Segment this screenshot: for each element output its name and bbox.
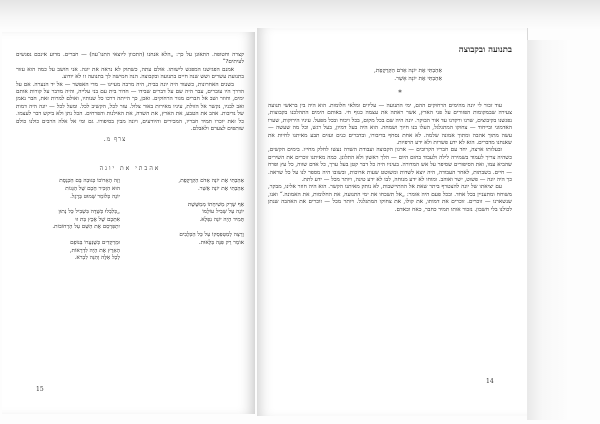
poem-line: וְרָצָה לְמִטְפַּסְקוֹ עַל כָּל הַכְּלָבִים	[179, 232, 244, 239]
poem-line: אוֹמֵר רַק פִּנָּה בַּלָּאוּת.	[198, 240, 244, 247]
poem-line: „כְּלִבְלוּ כְּשֶׁדָה בִּשְׁבִיל כָּל נָתוּן	[58, 209, 120, 216]
left-paragraph-1: קצרה וחטופה. התאונן על כך: „הלא אנחנו (התכוון ליוצאי התנו־עה) — חברים. מדוע אינכם נפגשים לעיתים?“	[16, 52, 244, 66]
section-separator: *	[398, 89, 402, 97]
top-shadow	[0, 0, 600, 30]
epigraph-line: אָהַבְתִּי אֶת יוֹנָה אָדֹם הַקַּרְקֶפֶת,	[374, 68, 442, 74]
poem-line: אָהַבְתִּי אֶת יוֹנָה אָשֵׁר.	[197, 186, 244, 193]
poem-column-right	[140, 178, 244, 270]
poem-line: יוֹנָה עַל שְׁבִיל עוֹלָמוֹ	[202, 209, 244, 216]
book-edge	[527, 40, 567, 420]
poem-stanza	[16, 240, 120, 263]
poem-line: אָהַבְתִּי אֶת יוֹנָה אָדֹם הַקַּרְקֶפֶת,	[178, 178, 244, 185]
right-paragraph-2: ובעלותו ארצה, יחד עם חבריו הקרובים — ארגון הקבוצה ועבודת השדה נעשו לחלק מחייו. בימים הקשים, כשהיה צריך לעמוד בשמירה לילה ולעבוד בחום היום — הלך ראשון ולא התלונן. כמה מאיתנו זוכרים את השירים שהביא עמו, ואת הסיפורים שסיפר על אש המדורה. בעיניו היה כל דבר קטן בעל ערך, כל אדם שווה, כל עץ ופרח — חיים. בשבתות, לאחר העבודה, היה יוצא לשדות ומשוטט שעות ארוכות, ובשובו היה מספר לנו על כל שראה. כך היה יונה — פשוט, ישר ואוהב. ומוחו לא ידע מנוחה, לבו לא ידע טינה, ויותר מכל — ידע לתת.	[268, 147, 512, 184]
right-paragraph-3: עם יציאתו של יונה להצטרף ביתר שאת אל ההתיישבות, לא נותק מאיתנו הקשר. הוא היה חוזר אלינו, מבקר, משוחח ומתעניין בכל אחד. ובכל פעם היה אומר: „אל תשכחו את ימי התנועה, את החלומות, את האמונה.“ ואנו, שנשארנו — זוכרים. זוכרים את דמותו, את קולו, את צחוקו המתגלגל. ויותר מכל — זוכרים את האהבה שנתן לכולנו בלי חשבון. נזכור אותו תמיד כחבר, כאח וכאדם.	[268, 184, 512, 213]
epigraph-line: אָהַבְתִּי אֶת יוֹנָה אָשֵׁר.	[394, 76, 442, 82]
page-number-left: 15	[36, 386, 44, 393]
left-page-text	[16, 52, 244, 133]
poem-line: תָּמִיד הָיָה יוֹנָה נִפְלָא.	[199, 216, 244, 223]
page-number-right: 14	[486, 378, 494, 385]
poem-column-left	[16, 178, 120, 270]
poem-line: אִתְּכֶם שֶׁל אֶכֶץ בַּת זוּ	[75, 216, 120, 223]
poem-line: וּמְרַקְדִים כְּשֶׁנַּעֲרוֹ בְּנוֹפָם	[70, 240, 120, 247]
poem-title: אהבתי את יונה	[99, 165, 161, 173]
poem-line: וְזֶה הָאָרוֹכוֹ כְּגוּבַה בָּם הַכְּנֶסֶת	[59, 178, 120, 185]
poem-stanza	[140, 202, 244, 225]
poem-stanza	[16, 209, 120, 232]
poem-line: הוּא הִזְכִּיר חָכָם שֶׁל הַגַּגוֹת	[65, 186, 120, 193]
chapter-title: בתנועה ובקבוצה	[458, 45, 512, 55]
poem-stanza	[140, 232, 244, 247]
epigraph	[268, 67, 512, 83]
poem-line: אַף שֶׁרַק מְשִׁיחָתוֹ מְמַשֶּׁשֶׁת	[187, 201, 244, 208]
poem-stanza	[140, 178, 244, 193]
poem	[16, 178, 244, 270]
left-paragraph-2: אמנם הפגישנו המפגש לישותו. אולם עתה, כשתוק לא נראה את יונה. אני חושב על כמה הוא עזור בתנועת עשרים ושש שנה חיים בתנועה ובקבוצה. הנה חמישה לך בתנועה זו לא יודוע.	[16, 66, 244, 81]
right-paragraph-1: עוד זכור לי יונה מהימים הרחוקים ההם, ימי התנועה — עליזים ומלאי חלומות. הוא היה בין בראשי תנועה צעירה שבמקומות הפזורים על פני הארץ, אשר ראתה את עצמה כגוף חי. באותם הימים התהלכנו בקבוצות, נפגשנו בקיבוצים, שרנו ורקדנו עד אור הבוקר. יונה היה שם בכל מקום, בכל ויכוח ובכל מפעל. עיניו הירוקות, שערו האדמוני ובייחוד — צחוקו המתגלגל, העלו בנו חיוך ושמחה. הוא היה בעל דמיון, בעל רגש, וכל מה שעשה — עשה מתוך אהבה ומתוך אמונה שלמה. לא אחת נסחף בדיבורו, ובדברים כנים ועזים תבע מאיתנו לחיות את שאנחנו מדברים. הוא לא ידע פשרות ולא ידע הרפיות.	[268, 103, 512, 147]
poem-stanza	[16, 178, 120, 201]
poem-line: הָאָרֶץ אֶת הָיָה לִדְרָאוֹת,	[69, 247, 120, 254]
poem-line: יוֹנָה כְּלוֹמַר שָׁמוּט בָּרֶגֶל.	[70, 193, 120, 200]
signoff: צרף מ.	[103, 136, 127, 144]
right-page-text	[268, 103, 512, 214]
left-page-content	[16, 52, 244, 271]
right-page-content	[268, 44, 512, 214]
left-paragraph-3: בשנים האחרונות, כשעוד היה יונה בבית, היה מרבה מעיינו — מדי האפשר — אל יד הנערה. אם על הדרך היו עוברים, עבר היה שם על דברים שבידו — חדור בית עם בני עלייה, והיה מדבר על קורות אותם ימים, וחוזר ושב אל חברים מגור הרחוקים. ואכן, כך הייתה דרכו כל שנותיו, ואולם למרות זאת, חבר נאמן ואב לבניו, נקשר אל הזולת, עיניו מאירות באור צלול. עזר לכל, הקשיב לכל. ומעל לכל — יונה היה דמות של נדיבות. אהב את הטבע, את הארץ, את השדה, את האילנות והפרחים. הכל נתן ולא ביקש דבר לעצמו. כל זאת יזכרו תמיד חבריו, המכירים והיודעים, ויונה מבין בסיפורו. גם ומי אל אלה הרבים כולנו כולם שותפים לצערם ולאבלם.	[16, 81, 244, 133]
poem-line: לְכָל אֵלֶּה וְהִנֵּה לִבְרֹא.	[74, 255, 120, 262]
poem-line: יִתְפַּרְסֵם אֶת הַשֵּׁם עַל הָרְחוֹבוֹת.	[52, 224, 120, 231]
